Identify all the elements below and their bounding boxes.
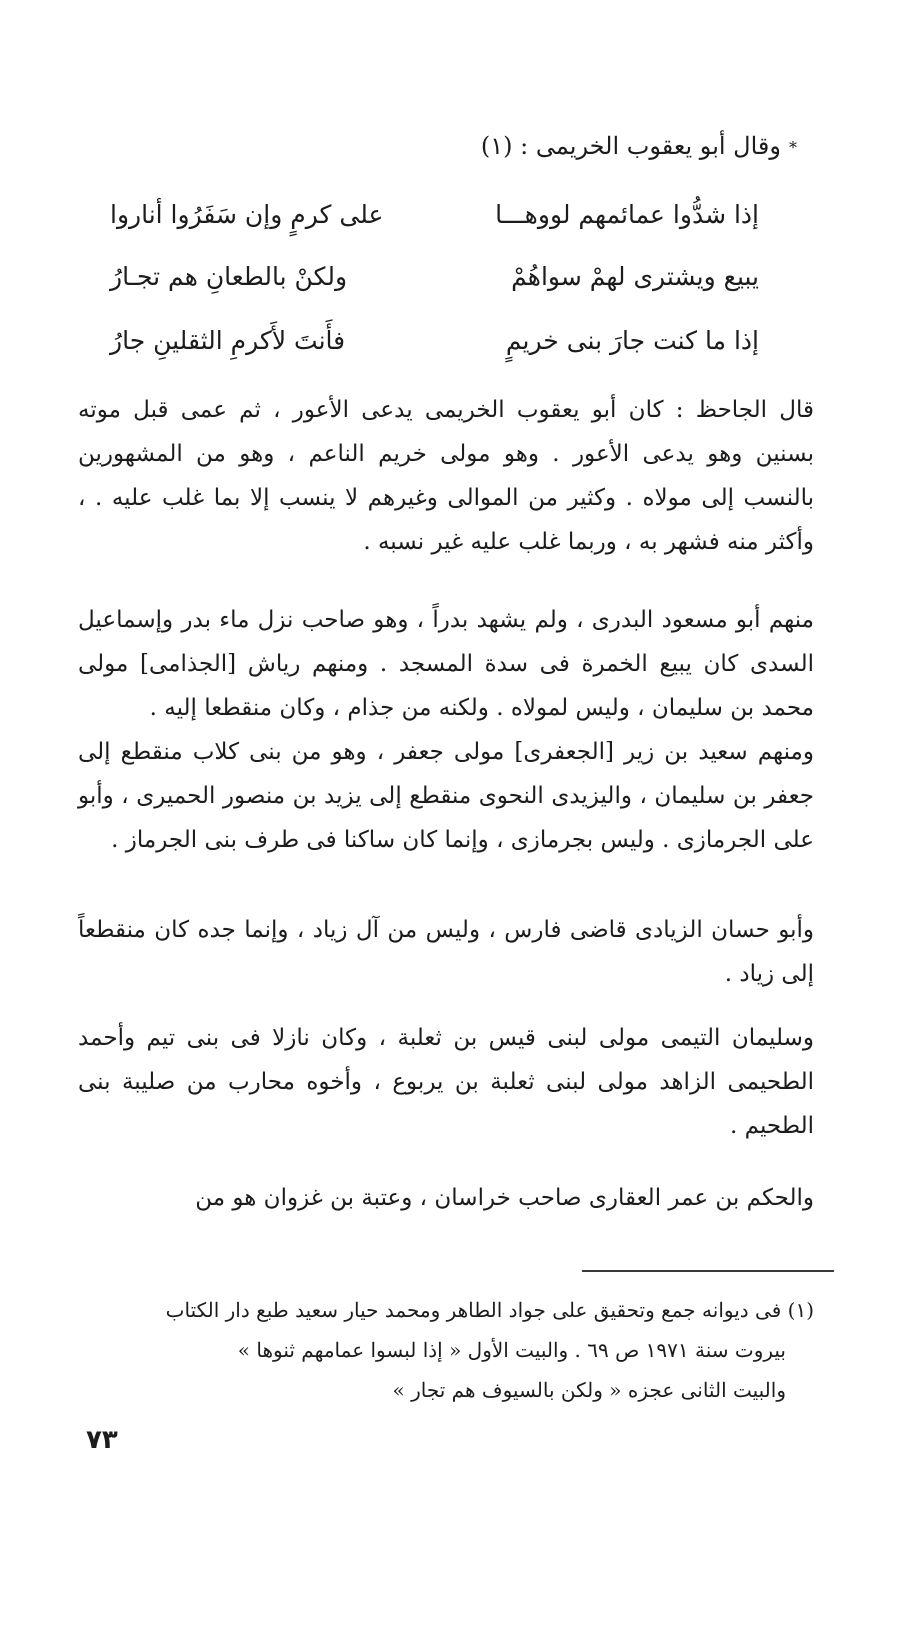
verse-hemistich-second: فأَنتَ لأَكرمِ الثقلينِ جارُ [110,325,346,355]
paragraph-text: وسليمان التيمى مولى لبنى قيس بن ثعلبة ، وكان نازلا فى بنى تيم وأحمد الطحيمى الزاهد مولى لبنى ثعلبة بن يربوع ، وأخوه محارب من صليبة بنى الطحيم . [78,1025,814,1139]
verse-line-2 [110,250,759,302]
poem-introduction-text: وقال أبو يعقوب الخريمى : (١) [480,132,781,160]
footnote-line-1: (١) فى ديوانه جمع وتحقيق على جواد الطاهر ومحمد حيار سعيد طبع دار الكتاب [165,1298,814,1322]
paragraph-5 [78,1016,814,1148]
paragraph-text: وأبو حسان الزيادى قاضى فارس ، وليس من آل زياد ، وإنما جده كان منقطعاً إلى زياد . [78,917,814,987]
paragraph-text: والحكم بن عمر العقارى صاحب خراسان ، وعتبة بن غزوان هو من [195,1185,814,1211]
verse-line-1 [110,188,759,240]
verse-line-3 [110,314,759,366]
paragraph-6 [78,1176,814,1220]
asterisk-mark: * [789,137,797,157]
page-number: ٧٣ [86,1425,118,1455]
footnote-line-2: بيروت سنة ١٩٧١ ص ٦٩ . والبيت الأول « إذا لبسوا عمامهم ثنوها » [237,1338,786,1362]
paragraph-text: قال الجاحظ : كان أبو يعقوب الخريمى يدعى الأعور ، ثم عمى قبل موته بسنين وهو يدعى الأعور . وهو مولى خريم الناعم ، وهو من المشهورين بالنسب إلى مولاه . وكثير من الموالى وغيرهم لا ينسب إلا بما غلب عليه . ، وأكثر منه فشهر به ، وربما غلب عليه غير نسبه . [78,397,814,555]
verse-hemistich-first: يبيع ويشترى لهمْ سواهُمْ [511,261,759,291]
verse-hemistich-second: ولكنْ بالطعانِ هم تجـارُ [110,261,348,291]
footnote [70,1290,814,1410]
paragraph-text: ومنهم سعيد بن زير [الجعفرى] مولى جعفر ، وهو من بنى كلاب منقطع إلى جعفر بن سليمان ، واليزيدى النحوى منقطع إلى يزيد بن منصور الحميرى ، وأبو على الجرمازى . وليس بجرمازى ، وإنما كان ساكنا فى طرف بنى الجرماز . [78,739,814,853]
paragraph-3 [78,730,814,862]
paragraph-2 [78,598,814,730]
footnote-divider [582,1270,834,1272]
paragraph-1 [78,388,814,564]
verse-hemistich-first: إذا ما كنت جارَ بنى خريمٍ [505,325,759,355]
footnote-line-3: والبيت الثانى عجزه « ولكن بالسيوف هم تجار » [392,1378,786,1402]
paragraph-4 [78,908,814,996]
verse-hemistich-second: على كرمٍ وإن سَفَرُوا أناروا [110,199,384,229]
verse-hemistich-first: إذا شدُّوا عمائمهم لووهـــا [495,199,759,229]
poem-introduction [380,128,797,166]
paragraph-text: منهم أبو مسعود البدرى ، ولم يشهد بدراً ، وهو صاحب نزل ماء بدر وإسماعيل السدى كان يبيع الخمرة فى سدة المسجد . ومنهم رياش [الجذامى] مولى محمد بن سليمان ، وليس لمولاه . ولكنه من جذام ، وكان منقطعا إليه . [78,607,814,721]
